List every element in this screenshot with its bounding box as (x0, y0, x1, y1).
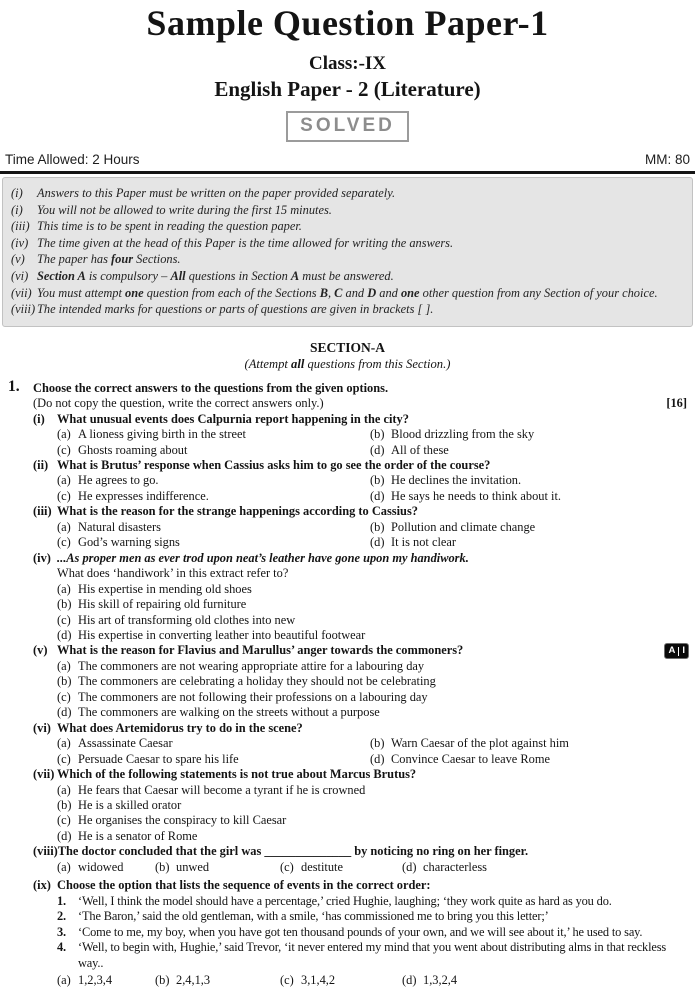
option-row (33, 798, 687, 813)
sequence-number: 4. (57, 940, 66, 955)
subquestion (33, 878, 687, 988)
text-segment: one (125, 285, 144, 300)
option-text: unwed (176, 859, 210, 874)
option-label: (b) (370, 736, 385, 751)
option-text: Pollution and climate change (391, 519, 536, 534)
instruction-item (11, 235, 684, 252)
option-text: Convince Caesar to leave Rome (391, 751, 550, 766)
option-text: Persuade Caesar to spare his life (78, 751, 239, 766)
option-label: (b) (155, 972, 170, 987)
subquestion-stem-row (33, 458, 687, 473)
subquestion-stem-row (33, 721, 687, 736)
instruction-item (11, 268, 684, 285)
option-label: (d) (57, 628, 72, 642)
instruction-text (37, 251, 684, 268)
option-row (33, 690, 687, 705)
option-label: (d) (370, 751, 385, 766)
section-title: SECTION-A (309, 339, 385, 355)
text-segment: and (342, 285, 368, 300)
option-label: (d) (370, 488, 385, 503)
subquestion (33, 721, 687, 767)
option-label: (d) (402, 859, 417, 874)
subquestion-label: (iv) (33, 550, 51, 565)
option-text: destitute (301, 859, 343, 874)
option (370, 535, 687, 550)
subquestion-label: (i) (33, 411, 45, 426)
subquestion-stem: What is the reason for the strange happenings according to Cassius? (57, 504, 418, 519)
option-label: (d) (370, 535, 385, 550)
option-label: (c) (280, 859, 294, 874)
option (57, 520, 370, 535)
option-text: The commoners are not wearing appropriate attire for a labouring day (78, 658, 425, 673)
subquestion-stem: What does Artemidorus try to do in the scene? (57, 720, 303, 735)
option (57, 973, 155, 988)
text-segment: Sections. (133, 252, 181, 267)
option-text: God’s warning signs (78, 535, 180, 550)
question-note-row (33, 396, 687, 411)
subquestion-stem-row (33, 551, 687, 566)
option-text: 1,3,2,4 (423, 972, 458, 987)
option-text: The commoners are walking on the streets without a purpose (78, 705, 380, 720)
option-row (33, 613, 687, 628)
option-text: His expertise in mending old shoes (78, 581, 252, 596)
option-label: (a) (57, 519, 71, 534)
option-text: He declines the invitation. (391, 473, 522, 488)
text-segment: You must attempt (37, 285, 126, 300)
option-label: (a) (57, 972, 71, 987)
ai-badge-letter: I (682, 645, 685, 657)
text-segment: (Attempt (244, 356, 292, 371)
option (57, 427, 370, 442)
section-subtitle (0, 357, 695, 372)
text-segment: The paper has (37, 252, 111, 267)
text-segment: Section A (37, 268, 86, 283)
option-text: It is not clear (391, 535, 457, 550)
option-label: (c) (57, 813, 71, 828)
option-text: Assassinate Caesar (78, 736, 173, 751)
option-label: (c) (57, 442, 71, 457)
ai-badge-letter: A (668, 645, 676, 657)
option-text: He expresses indifference. (78, 488, 209, 503)
option (370, 752, 687, 767)
subquestion-label: (v) (33, 643, 48, 658)
option-text: 1,2,3,4 (78, 972, 113, 987)
option-label: (d) (57, 705, 72, 720)
subquestion-stem-row (33, 878, 687, 893)
option-label: (b) (57, 674, 72, 689)
instruction-text (37, 268, 684, 285)
instruction-text (37, 185, 684, 202)
subquestion-stem: What does ‘handiwork’ in this extract refer to? (57, 566, 289, 581)
option-row (33, 659, 687, 674)
option-label: (a) (57, 658, 71, 673)
instruction-text (37, 235, 684, 252)
option-row (33, 705, 687, 720)
option-text: He says he needs to think about it. (391, 488, 561, 503)
subquestion-label: (vii) (33, 767, 55, 782)
option (402, 860, 687, 875)
page-title: Sample Question Paper-1 (146, 3, 549, 43)
option-text: He agrees to go. (78, 473, 159, 488)
option-text: He organises the conspiracy to kill Caesar (78, 813, 287, 828)
instruction-item (11, 202, 684, 219)
options-grid (33, 736, 687, 767)
option-label: (a) (57, 782, 71, 797)
option-text: The commoners are celebrating a holiday they should not be celebrating (78, 674, 436, 689)
subquestions-list (33, 412, 687, 989)
option-label: (c) (57, 535, 71, 550)
subquestion-stem-row (33, 412, 687, 427)
option (402, 973, 687, 988)
solved-badge: SOLVED (286, 111, 409, 142)
subquestion-stem: The doctor concluded that the girl was ______________ by noticing no ring on her finger. (57, 844, 529, 859)
option-text: The commoners are not following their professions on a labouring day (78, 689, 428, 704)
subquestion (33, 844, 687, 875)
sequence-number: 1. (57, 893, 66, 908)
option (57, 489, 370, 504)
option-label: (b) (370, 427, 385, 442)
option-row (33, 813, 687, 828)
text-segment: must be answered. (299, 268, 394, 283)
option-text: 2,4,1,3 (176, 972, 211, 987)
option-text: Blood drizzling from the sky (391, 427, 535, 442)
option-text: Natural disasters (78, 519, 161, 534)
instruction-label: (vii) (11, 285, 32, 300)
class-line: Class:-IX (308, 53, 387, 74)
option-label: (b) (57, 597, 72, 612)
text-segment: questions in Section (185, 268, 291, 283)
instruction-label: (i) (11, 186, 23, 200)
option-label: (d) (370, 442, 385, 457)
option-label: (a) (57, 427, 71, 442)
subquestion-stem: What unusual events does Calpurnia report happening in the city? (57, 411, 409, 426)
instruction-item (11, 285, 684, 302)
instruction-label: (i) (11, 202, 23, 217)
sequence-item (33, 894, 687, 909)
sequence-text: ‘Come to me, my boy, when you have got ten thousand pounds of your own, and we will see about it,’ he used to say. (78, 924, 643, 939)
subquestion-stem: Which of the following statements is not true about Marcus Brutus? (57, 767, 417, 782)
instruction-text (37, 202, 684, 219)
option-row (33, 674, 687, 689)
instruction-label: (v) (11, 252, 25, 267)
instruction-text (37, 285, 684, 302)
instruction-text (37, 218, 684, 235)
text-segment: The time given at the head of this Paper is the time allowed for writing the answers. (37, 235, 454, 250)
text-segment: and (376, 285, 401, 300)
subquestion-stem-row (33, 844, 687, 859)
option-label: (a) (57, 859, 71, 874)
option-label: (c) (57, 612, 71, 627)
instruction-item (11, 251, 684, 268)
option-text: 3,1,4,2 (301, 972, 336, 987)
option (370, 473, 687, 488)
options-grid (33, 427, 687, 458)
option (370, 736, 687, 751)
option (57, 473, 370, 488)
instruction-label: (iv) (11, 235, 29, 250)
instruction-item (11, 185, 684, 202)
text-segment: other question from any Section of your choice. (419, 285, 658, 300)
option-text: He fears that Caesar will become a tyrant if he is crowned (78, 782, 366, 797)
text-segment: All (170, 268, 186, 283)
text-segment: all (291, 356, 305, 371)
sequence-item (33, 940, 687, 971)
option-label: (d) (402, 972, 417, 987)
subquestion-stem-row (33, 504, 687, 519)
options-grid (33, 860, 687, 875)
subquestion (33, 767, 687, 844)
subquestion (33, 412, 687, 458)
subquestion-label: (iii) (33, 504, 52, 519)
option (57, 860, 155, 875)
text-segment: B (319, 285, 328, 300)
option-text: characterless (423, 859, 487, 874)
question-stem: Choose the correct answers to the questions from the given options. (33, 380, 389, 395)
options-grid (33, 973, 687, 988)
subquestion-stem: What is the reason for Flavius and Marullus’ anger towards the commoners? (57, 643, 464, 658)
time-allowed: Time Allowed: 2 Hours (5, 152, 140, 167)
sequence-item (33, 909, 687, 924)
text-segment: questions from this Section.) (304, 356, 451, 371)
option-text: widowed (78, 859, 124, 874)
divider-rule (0, 171, 695, 174)
option-label: (a) (57, 736, 71, 751)
option-text: He is a senator of Rome (78, 828, 198, 843)
text-segment: one (400, 285, 420, 300)
option-row (33, 582, 687, 597)
sequence-text: ‘The Baron,’ said the old gentleman, with a smile, ‘has commissioned me to bring you this letter;’ (78, 909, 549, 924)
option (57, 443, 370, 458)
option-text: Warn Caesar of the plot against him (391, 736, 569, 751)
text-segment: The intended marks for questions or parts of questions are given in brackets [ ]. (37, 302, 434, 317)
instruction-text (37, 301, 684, 318)
option-label: (c) (57, 488, 71, 503)
subquestion-stem: Choose the option that lists the sequence of events in the correct order: (57, 878, 431, 893)
option-label: (a) (57, 581, 71, 596)
text-segment: D (367, 285, 377, 300)
option (370, 489, 687, 504)
subquestion-stem-row (33, 767, 687, 782)
sequence-number: 2. (57, 909, 66, 924)
subquestion (33, 643, 687, 720)
subquestion (33, 458, 687, 504)
option (57, 736, 370, 751)
option-text: His expertise in converting leather into beautiful footwear (78, 628, 366, 642)
subquestion-label: (ix) (33, 878, 51, 893)
subquestion-quote: ...As proper men as ever trod upon neat’s leather have gone upon my handiwork. (57, 550, 469, 565)
option-label: (b) (370, 519, 385, 534)
option-label: (b) (57, 797, 72, 812)
option (280, 973, 402, 988)
option-row (33, 829, 687, 844)
instruction-label: (iii) (11, 219, 30, 234)
text-segment: Answers to this Paper must be written on the paper provided separately. (37, 186, 396, 200)
option-label: (b) (370, 473, 385, 488)
option (280, 860, 402, 875)
option-label: (d) (57, 828, 72, 843)
paper-line: English Paper - 2 (Literature) (214, 77, 481, 101)
text-segment: This time is to be spent in reading the question paper. (37, 219, 302, 234)
ai-badge-icon (664, 643, 689, 659)
subquestion-stem: What is Brutus’ response when Cassius asks him to go see the order of the course? (57, 458, 491, 473)
solved-badge-wrap (0, 111, 695, 142)
sequence-list (33, 894, 687, 971)
sequence-item (33, 925, 687, 940)
time-marks-row (0, 142, 695, 171)
question-1 (8, 377, 687, 989)
option-label: (c) (57, 751, 71, 766)
subquestion-label: (ii) (33, 458, 49, 473)
question-note: (Do not copy the question, write the correct answers only.) (33, 396, 324, 411)
text-segment: A (290, 268, 300, 283)
option (57, 535, 370, 550)
option-label: (c) (280, 972, 294, 987)
text-segment: C (334, 285, 343, 300)
text-segment: , (327, 285, 335, 300)
instruction-item (11, 218, 684, 235)
option (155, 973, 280, 988)
option-text: His art of transforming old clothes into new (78, 612, 296, 627)
sequence-text: ‘Well, I think the model should have a percentage,’ cried Hughie, laughing; ‘they work quite as hard as you do. (78, 893, 612, 908)
text-segment: You will not be allowed to write during the first 15 minutes. (37, 202, 332, 217)
instruction-label: (viii) (11, 302, 36, 317)
text-segment: four (111, 252, 134, 267)
option-text: His skill of repairing old furniture (78, 597, 247, 612)
options-grid (33, 520, 687, 551)
option-label: (a) (57, 473, 71, 488)
option-text: He is a skilled orator (78, 797, 182, 812)
text-segment: is compulsory – (85, 268, 171, 283)
option-label: (b) (155, 859, 170, 874)
options-grid (33, 473, 687, 504)
max-marks: MM: 80 (644, 152, 690, 167)
option (370, 520, 687, 535)
option-text: All of these (391, 442, 449, 457)
subquestion (33, 551, 687, 644)
option-row (33, 628, 687, 643)
marks-badge: [16] (666, 396, 687, 411)
sequence-text: ‘Well, to begin with, Hughie,’ said Trevor, ‘it never entered my mind that you went about distributing alms in that reckless way.. (78, 940, 667, 970)
instructions-box (2, 177, 693, 327)
option (370, 427, 687, 442)
text-segment: question from each of the Sections (143, 285, 320, 300)
subquestion-stem-row (33, 643, 687, 658)
subquestion-label: (vi) (33, 720, 51, 735)
subquestion (33, 504, 687, 550)
subquestion-label: (viii) (33, 844, 58, 859)
option-row (33, 597, 687, 612)
option-text: A lioness giving birth in the street (78, 427, 246, 442)
question-number: 1. (8, 377, 20, 395)
ai-badge-separator (678, 647, 679, 656)
option-label: (c) (57, 689, 71, 704)
option (370, 443, 687, 458)
option-text: Ghosts roaming about (78, 442, 188, 457)
option (155, 860, 280, 875)
sequence-number: 3. (57, 924, 66, 939)
instruction-label: (vi) (11, 268, 29, 283)
option (57, 752, 370, 767)
option-row (33, 783, 687, 798)
instruction-item (11, 301, 684, 318)
